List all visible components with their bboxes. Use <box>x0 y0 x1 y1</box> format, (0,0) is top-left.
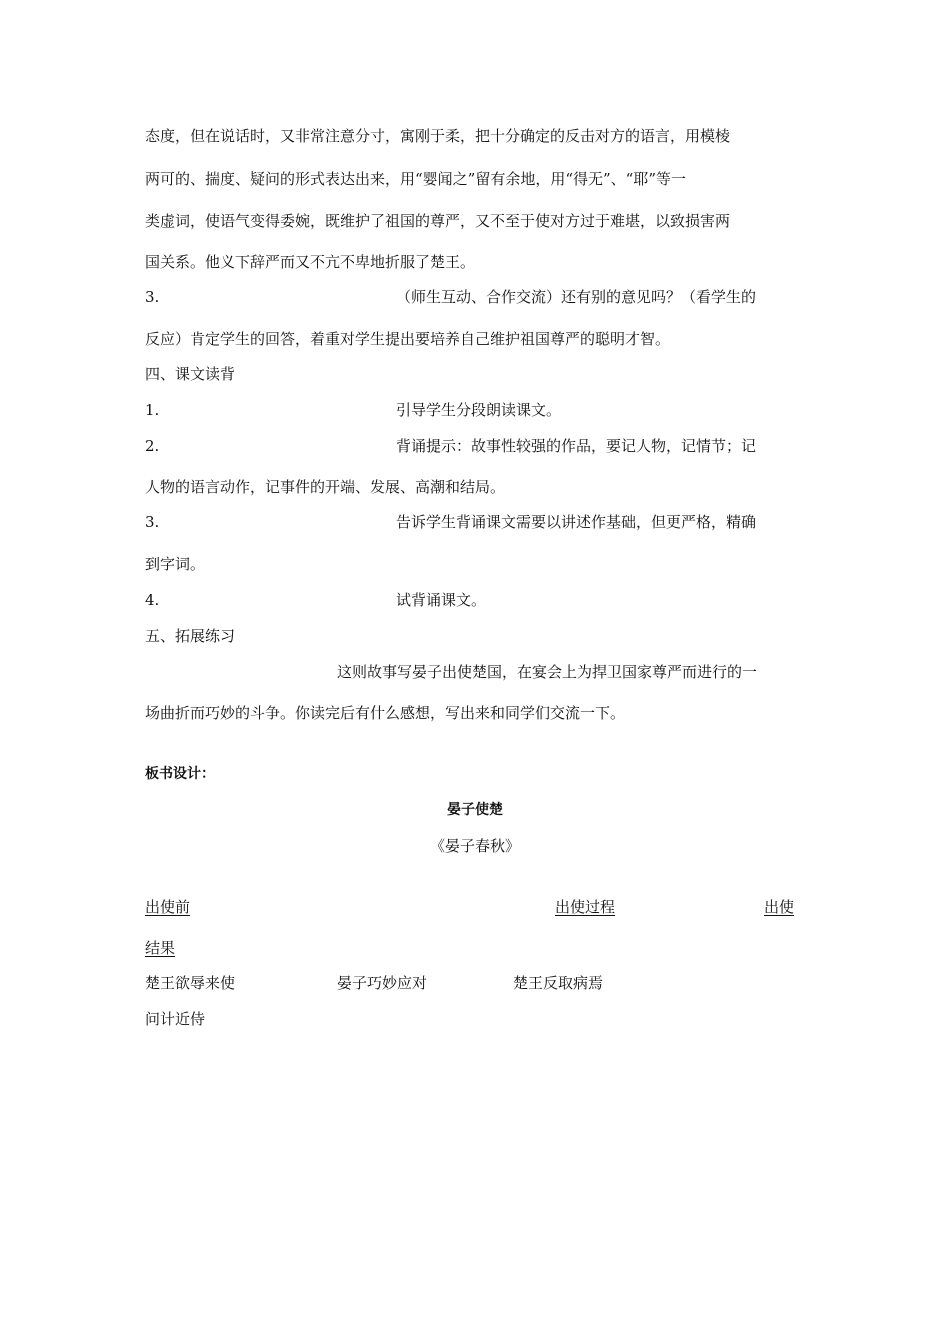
board-column-result-continued: 结果 <box>145 939 176 957</box>
list-text: 引导学生分段朗读课文。 <box>396 401 562 419</box>
list-number: 4. <box>145 591 160 609</box>
board-cell: 楚王欲辱来使 <box>145 974 236 992</box>
board-column-result: 出使 <box>764 898 795 916</box>
board-column-before: 出使前 <box>145 898 191 916</box>
board-design-label: 板书设计： <box>145 766 215 782</box>
section-heading: 四、课文读背 <box>145 365 236 383</box>
list-text: 告诉学生背诵课文需要以讲述作基础，但更严格，精确 <box>396 513 757 531</box>
list-number: 3. <box>145 513 160 531</box>
list-number: 3. <box>145 288 160 306</box>
list-text-continued: 人物的语言动作，记事件的开端、发展、高潮和结局。 <box>145 478 506 496</box>
board-cell: 晏子巧妙应对 <box>337 974 428 992</box>
list-text-continued: 到字词。 <box>145 555 206 573</box>
list-number: 2. <box>145 437 160 455</box>
list-text-continued: 反应）肯定学生的回答，着重对学生提出要培养自己维护祖国尊严的聪明才智。 <box>145 330 671 348</box>
paragraph-line: 这则故事写晏子出使楚国，在宴会上为捍卫国家尊严而进行的一 <box>337 663 758 681</box>
section-heading: 五、拓展练习 <box>145 627 236 645</box>
list-text: 试背诵课文。 <box>396 591 487 609</box>
list-number: 1. <box>145 401 160 419</box>
list-text: （师生互动、合作交流）还有别的意见吗？（看学生的 <box>396 288 757 306</box>
board-cell: 问计近侍 <box>145 1010 206 1028</box>
board-column-process: 出使过程 <box>555 898 616 916</box>
board-cell: 楚王反取病焉 <box>513 974 604 992</box>
paragraph-line: 国关系。他义下辞严而又不亢不卑地折服了楚王。 <box>145 253 476 271</box>
paragraph-line: 两可的、揣度、疑问的形式表达出来，用“婴闻之”留有余地，用“得无”、“耶”等一 <box>145 170 687 188</box>
board-title: 晏子使楚 <box>447 802 503 818</box>
paragraph-line: 类虚词，使语气变得委婉，既维护了祖国的尊严，又不至于使对方过于难堪，以致损害两 <box>145 212 731 230</box>
paragraph-line: 场曲折而巧妙的斗争。你读完后有什么感想，写出来和同学们交流一下。 <box>145 704 626 722</box>
list-text: 背诵提示：故事性较强的作品，要记人物，记情节；记 <box>396 437 757 455</box>
board-source: 《晏子春秋》 <box>429 837 520 855</box>
paragraph-line: 态度，但在说话时，又非常注意分寸，寓刚于柔，把十分确定的反击对方的语言，用模棱 <box>145 127 731 145</box>
